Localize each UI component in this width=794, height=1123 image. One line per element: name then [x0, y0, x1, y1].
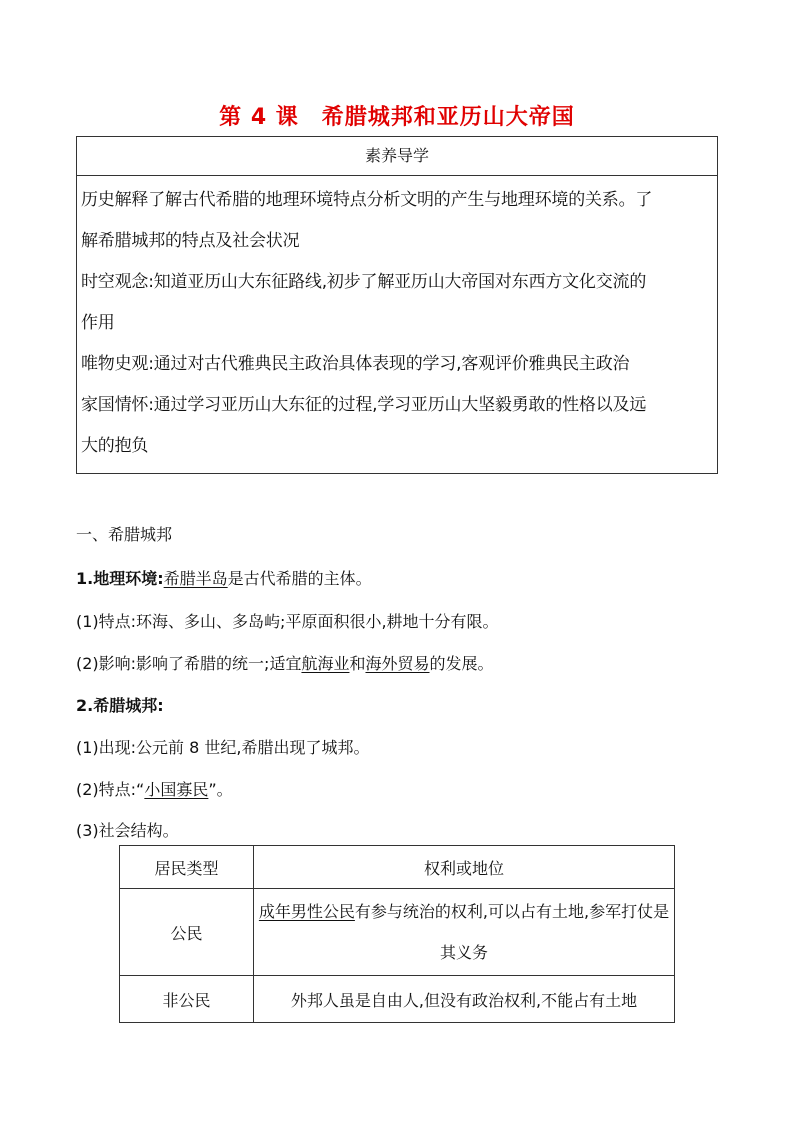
section-heading: 一、希腊城邦 [76, 525, 173, 544]
guide-line: 家国情怀:通过学习亚历山大东征的过程,学习亚历山大坚毅勇敢的性格以及远 [81, 395, 647, 415]
table-header: 居民类型 [120, 846, 254, 889]
item-influence [76, 651, 494, 674]
item-text: 的发展。 [429, 654, 494, 673]
study-guide-box [76, 136, 718, 474]
study-guide-heading: 素养导学 [77, 137, 717, 176]
table-header-row [120, 846, 675, 889]
item-characteristics [76, 777, 233, 800]
underlined-term: 海外贸易 [365, 654, 430, 673]
item-city-states: 2.希腊城邦: [76, 696, 164, 715]
item-emergence: (1)出现:公元前 8 世纪,希腊出现了城邦。 [76, 738, 370, 757]
table-header: 权利或地位 [254, 846, 675, 889]
underlined-term: 成年男性公民 [258, 902, 355, 921]
guide-line: 解希腊城邦的特点及社会状况 [81, 231, 300, 251]
underlined-term: 希腊半岛 [163, 569, 228, 588]
table-row [120, 889, 675, 976]
guide-line: 唯物史观:通过对古代雅典民主政治具体表现的学习,客观评价雅典民主政治 [81, 354, 630, 374]
social-structure-table [119, 845, 675, 1023]
guide-line: 时空观念:知道亚历山大东征路线,初步了解亚历山大帝国对东西方文化交流的 [81, 272, 647, 292]
item-geography [76, 566, 372, 589]
guide-line: 历史解释了解古代希腊的地理环境特点分析文明的产生与地理环境的关系。了 [81, 190, 653, 210]
underlined-term: 小国寡民 [144, 780, 209, 799]
study-guide-body [77, 176, 717, 473]
item-features: (1)特点:环海、多山、多岛屿;平原面积很小,耕地十分有限。 [76, 612, 499, 631]
item-text: (2)特点:“ [76, 780, 145, 799]
item-label: 1.地理环境: [76, 569, 164, 588]
item-text: (2)影响:影响了希腊的统一;适宜 [76, 654, 302, 673]
underlined-term: 航海业 [301, 654, 350, 673]
item-social-structure: (3)社会结构。 [76, 821, 179, 840]
table-cell-type: 非公民 [120, 976, 254, 1023]
guide-line: 大的抱负 [81, 436, 149, 456]
item-text: 和 [349, 654, 366, 673]
guide-line: 作用 [81, 313, 115, 333]
table-cell-rights [254, 889, 675, 976]
table-row [120, 976, 675, 1023]
table-cell-rights: 外邦人虽是自由人,但没有政治权利,不能占有土地 [254, 976, 675, 1023]
item-text: 是古代希腊的主体。 [227, 569, 372, 588]
table-cell-type: 公民 [120, 889, 254, 976]
item-text: ”。 [208, 780, 233, 799]
cell-text: 有参与统治的权利,可以占有土地,参军打仗是其义务 [354, 902, 670, 962]
lesson-title: 第 4 课 希腊城邦和亚历山大帝国 [219, 105, 575, 130]
